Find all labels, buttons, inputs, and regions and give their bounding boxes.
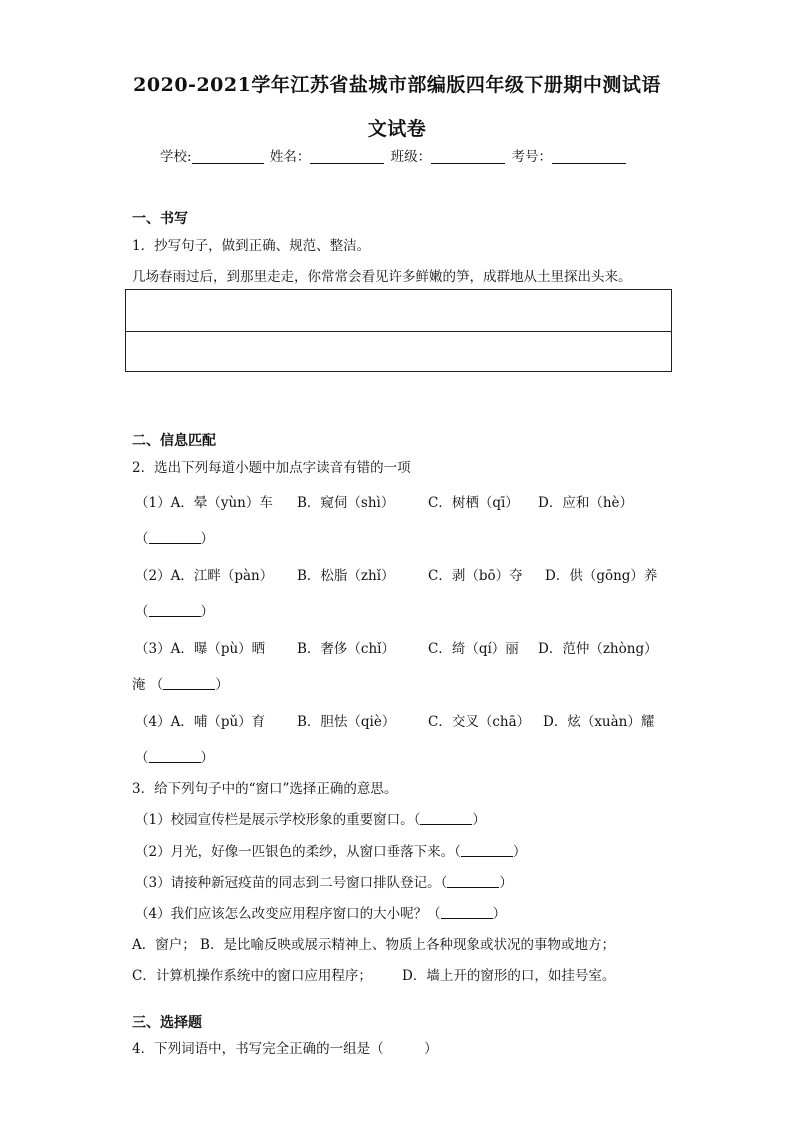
q2-item1-option-d: D．应和（hè） <box>538 495 634 511</box>
class-field[interactable] <box>431 149 505 164</box>
name-label: 姓名： <box>269 149 311 165</box>
class-label: 班级： <box>390 149 432 165</box>
q2-item2-option-a: （2）A．江畔（pàn） <box>135 568 274 584</box>
question-3: 3．给下列句子中的“窗口”选择正确的意思。 <box>132 781 398 797</box>
q2-item2-option-b: B．松脂（zhǐ） <box>297 568 395 584</box>
q2-item3-option-b: B．奢侈（chǐ） <box>297 641 395 657</box>
name-field[interactable] <box>310 149 384 164</box>
q2-item4-option-a: （4）A．哺（pǔ）育 <box>135 714 266 730</box>
writing-row-2[interactable] <box>126 332 671 373</box>
section1-heading: 一、书写 <box>132 211 188 227</box>
section3-heading: 三、选择题 <box>132 1015 202 1031</box>
school-field[interactable] <box>192 149 264 164</box>
writing-box[interactable] <box>125 289 672 372</box>
q3-sentence-4[interactable]: （4）我们应该怎么改变应用程序窗口的大小呢？（ ） <box>135 906 507 922</box>
school-label: 学校: <box>160 149 192 165</box>
q2-item3-tail: 淹 <box>132 677 146 693</box>
q3-meanings-ab: A．窗户； B．是比喻反映或展示精神上、物质上各种现象或状况的事物或地方； <box>132 937 615 953</box>
q2-item1-option-a: （1）A．晕（yùn）车 <box>135 495 273 511</box>
q2-item3-option-c: C．绮（qí）丽 <box>428 641 519 657</box>
q2-item4-option-d: D．炫（xuàn）耀 <box>543 714 655 730</box>
q2-item3-option-d: D．范仲（zhòng） <box>538 641 658 657</box>
q3-sentence-2[interactable]: （2）月光，好像一匹银色的柔纱，从窗口垂落下来。（ ） <box>135 844 527 860</box>
q2-item4-answer-blank[interactable]: （ ） <box>135 750 214 766</box>
q2-item4-option-c: C．交叉（chā） <box>428 714 531 730</box>
q2-item1-answer-blank[interactable]: （ ） <box>135 531 214 547</box>
question-1: 1．抄写句子，做到正确、规范、整洁。 <box>132 238 371 254</box>
q2-item3-answer-line[interactable]: 淹 （ ） <box>132 677 229 693</box>
q3-meaning-d: D．墙上开的窗形的口，如挂号室。 <box>402 968 616 984</box>
q2-item2-answer-blank[interactable]: （ ） <box>135 604 214 620</box>
q3-sentence-3[interactable]: （3）请接种新冠疫苗的同志到二号窗口排队登记。（ ） <box>135 875 513 891</box>
question-2: 2．选出下列每道小题中加点字读音有错的一项 <box>132 460 411 476</box>
q2-item3-option-a: （3）A．曝（pù）晒 <box>135 641 266 657</box>
number-field[interactable] <box>552 149 626 164</box>
q3-sentence-1[interactable]: （1）校园宣传栏是展示学校形象的重要窗口。（ ） <box>135 812 486 828</box>
student-info-row <box>160 145 628 165</box>
q2-item4-option-b: B．胆怯（qiè） <box>297 714 396 730</box>
copy-sentence: 几场春雨过后，到那里走走，你常常会看见许多鲜嫩的笋，成群地从土里探出头来。 <box>132 269 632 285</box>
number-label: 考号： <box>511 149 552 165</box>
question-4: 4．下列词语中，书写完全正确的一组是（ ） <box>132 1041 438 1057</box>
exam-title-line2: 文试卷 <box>367 118 427 140</box>
q2-item2-option-d: D．供（gōng）养 <box>545 568 658 584</box>
q2-item2-option-c: C．剥（bō）夺 <box>428 568 523 584</box>
q3-meaning-c: C．计算机操作系统中的窗口应用程序； <box>132 968 372 984</box>
q2-item1-option-b: B．窥伺（shì） <box>297 495 395 511</box>
section2-heading: 二、信息匹配 <box>132 433 216 449</box>
writing-row-1[interactable] <box>126 290 671 332</box>
q2-item1-option-c: C．树栖（qī） <box>428 495 519 511</box>
exam-title-line1: 2020-2021学年江苏省盐城市部编版四年级下册期中测试语 <box>133 74 661 96</box>
